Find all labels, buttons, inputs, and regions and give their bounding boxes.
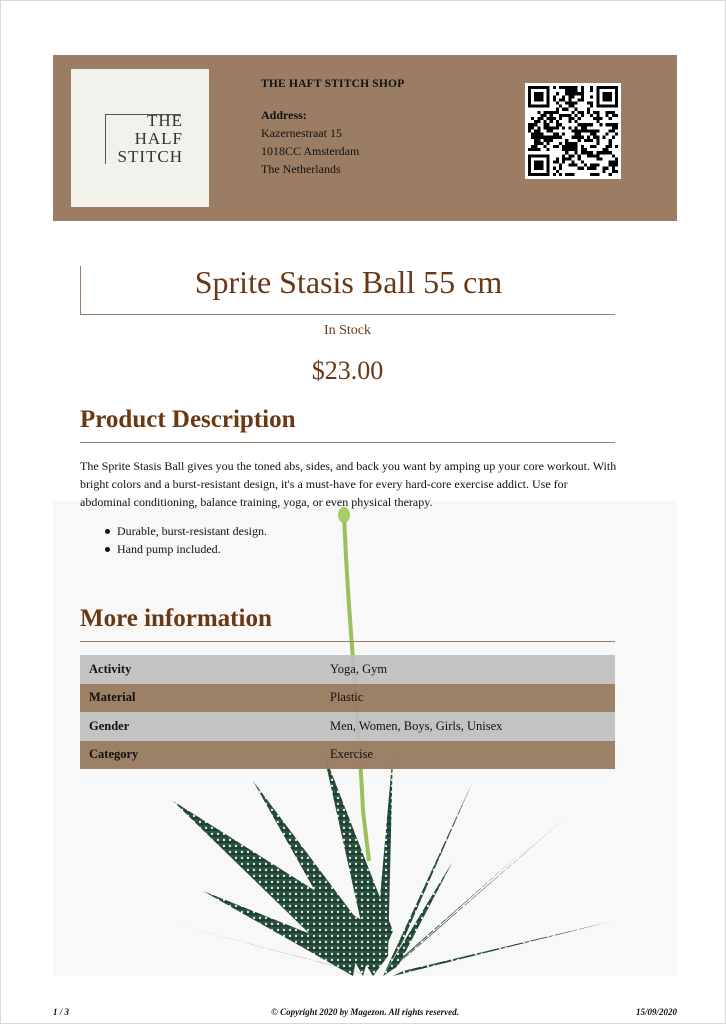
shop-logo <box>71 69 209 207</box>
attribute-value: Plastic <box>321 684 615 713</box>
description-heading: Product Description <box>80 406 615 443</box>
attribute-value: Yoga, Gym <box>321 655 615 684</box>
table-row <box>80 712 615 741</box>
table-row <box>80 684 615 713</box>
page-number: 1 / 3 <box>53 1007 70 1017</box>
feature-list <box>117 522 267 558</box>
attribute-value: Exercise <box>321 741 615 770</box>
attribute-key: Gender <box>80 712 321 741</box>
feature-item: Hand pump included. <box>117 540 267 558</box>
shop-info <box>261 75 404 178</box>
print-date: 15/09/2020 <box>635 1007 677 1017</box>
logo-text <box>91 112 183 166</box>
more-info-table <box>80 655 615 769</box>
product-title-box <box>80 266 615 315</box>
logo-line-2: HALF <box>134 129 183 148</box>
shop-header <box>53 55 677 221</box>
address-line-2: 1018CC Amsterdam <box>261 144 360 158</box>
stock-status: In Stock <box>323 323 372 338</box>
product-title: Sprite Stasis Ball 55 cm <box>194 264 503 300</box>
address-line-1: Kazernestraat 15 <box>261 126 342 140</box>
qr-code-icon <box>525 83 621 179</box>
address-label: Address: <box>261 108 307 122</box>
product-price: $23.00 <box>311 356 384 385</box>
attribute-key: Category <box>80 741 321 770</box>
description-text: The Sprite Stasis Ball gives you the toned abs, sides, and back you want by amping up your core workout. With bright colors and a burst-resistant design, it's a must-have for every hard-core exercise addict. Use for abdominal conditioning, balance training, yoga, or even physical therapy. <box>80 459 617 509</box>
logo-line-3: STITCH <box>117 147 183 166</box>
table-row <box>80 741 615 770</box>
copyright-text: © Copyright 2020 by Magezon. All rights reserved. <box>271 1007 459 1017</box>
shop-name: THE HAFT STITCH SHOP <box>261 78 405 90</box>
feature-item: Durable, burst-resistant design. <box>117 524 267 538</box>
table-row <box>80 655 615 684</box>
address-line-3: The Netherlands <box>261 162 341 176</box>
attribute-value: Men, Women, Boys, Girls, Unisex <box>321 712 615 741</box>
more-info-heading: More information <box>80 605 615 642</box>
attribute-key: Activity <box>80 655 321 684</box>
logo-line-1: THE <box>146 111 183 130</box>
attribute-key: Material <box>80 684 321 713</box>
